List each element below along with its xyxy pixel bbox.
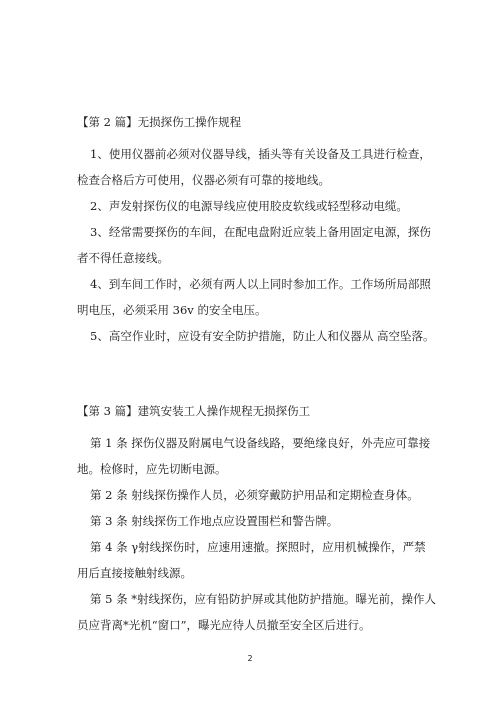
paragraph: 第 3 条 射线探伤工作地点应设置围栏和警告牌。 xyxy=(90,514,339,528)
paragraph: 3、经常需要探伤的车间，在配电盘附近应装上备用固定电源，探伤者不得任意接线。 xyxy=(77,225,431,265)
paragraph: 第 1 条 探伤仪器及附属电气设备线路，要绝缘良好，外壳应可靠接地。检修时，应先切断电源。 xyxy=(77,436,431,476)
paragraph: 1、使用仪器前必须对仪器导线，插头等有关设备及工具进行检查，检查合格后方可使用，仪器必须有可靠的接地线。 xyxy=(77,147,431,187)
section-article-2 xyxy=(77,112,437,349)
section-heading: 【第 3 篇】建筑安装工人操作规程无损探伤工 xyxy=(77,404,311,418)
paragraph: 2、声发射探伤仪的电源导线应使用胶皮软线或轻型移动电缆。 xyxy=(90,199,408,213)
paragraph: 4、到车间工作时，必须有两人以上同时参加工作。工作场所局部照明电压，必须采用 36v 的安全电压。 xyxy=(77,277,431,317)
paragraph: 第 4 条 γ射线探伤时，应速用速撤。探照时，应用机械操作，严禁用后直接接触射线源。 xyxy=(77,540,426,580)
paragraph: 第 5 条 *射线探伤，应有铅防护屏或其他防护措施。曝光前，操作人员应背离*光机“窗口”，曝光应待人员撤至安全区后进行。 xyxy=(77,592,437,632)
page-number: 2 xyxy=(247,654,253,663)
section-article-3 xyxy=(77,401,437,638)
paragraph: 第 2 条 射线探伤操作人员，必须穿戴防护用品和定期检查身体。 xyxy=(90,488,419,502)
paragraph: 5、高空作业时，应设有安全防护措施，防止人和仪器从 高空坠落。 xyxy=(90,329,435,343)
section-heading: 【第 2 篇】无损探伤工操作规程 xyxy=(77,115,242,129)
